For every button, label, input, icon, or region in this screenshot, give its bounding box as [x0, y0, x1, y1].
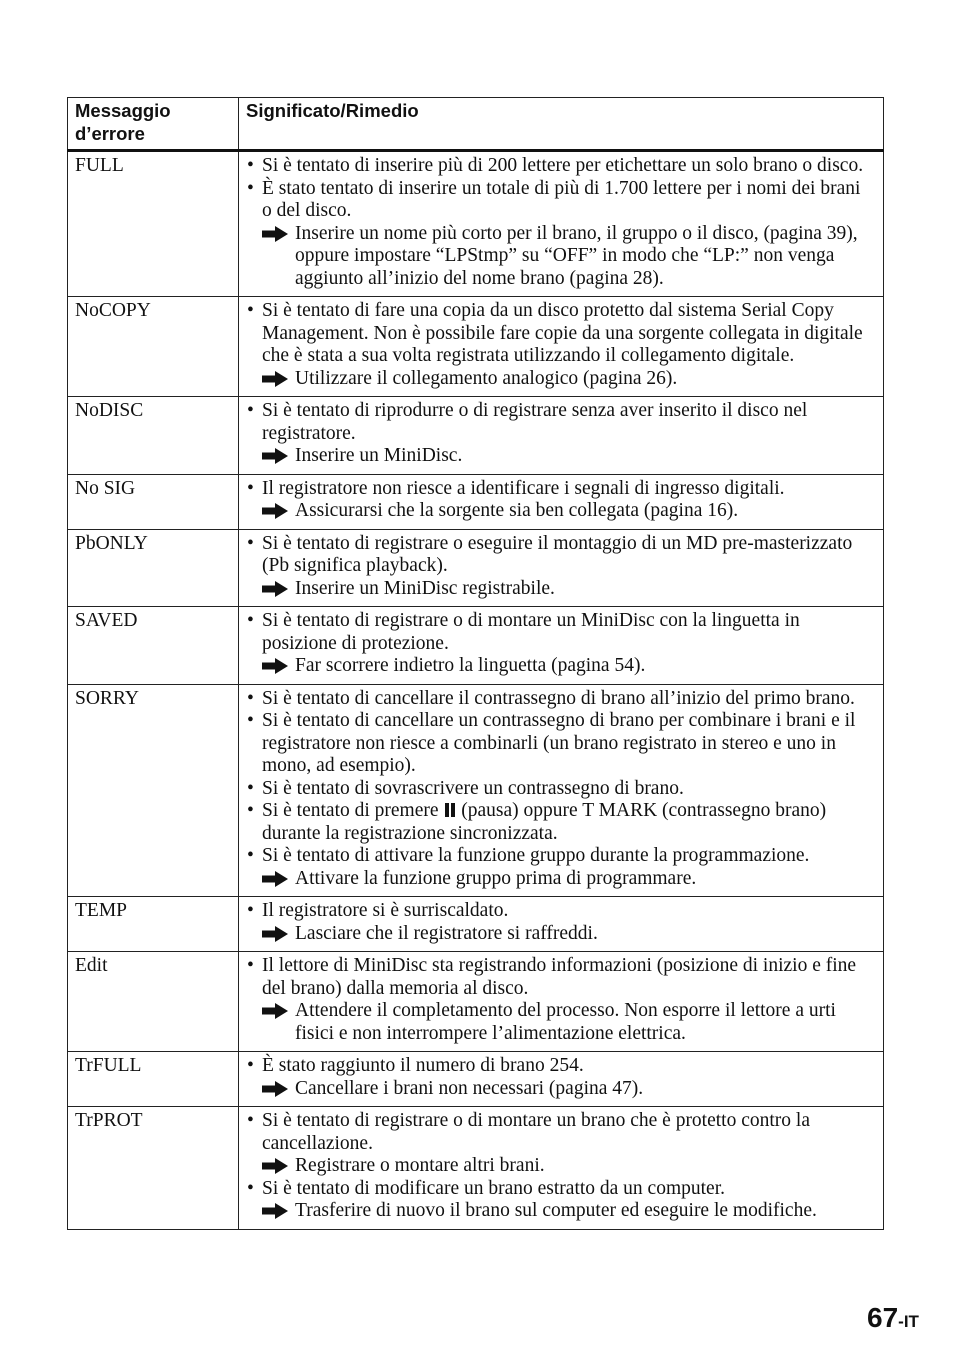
table-header-row	[68, 98, 884, 151]
page-number-value: 67	[867, 1302, 899, 1333]
bullet-glyph: •	[247, 155, 254, 176]
cause-item	[247, 800, 873, 845]
bullet-glyph: •	[247, 800, 254, 821]
error-code: SORRY	[68, 684, 239, 897]
cause-item	[247, 300, 873, 368]
bullet-glyph: •	[247, 955, 254, 976]
error-description	[239, 474, 884, 529]
error-messages-table	[67, 97, 884, 1230]
header-error-message: Messaggio d’errore	[68, 98, 239, 151]
remedy-item	[247, 923, 873, 946]
cause-item	[247, 178, 873, 223]
cause-text: Si è tentato di registrare o di montare un MiniDisc con la linguetta in posizione di protezione.	[262, 610, 800, 654]
remedy-text: Far scorrere indietro la linguetta (pagina 54).	[295, 655, 646, 676]
error-description	[239, 684, 884, 897]
cause-item	[247, 955, 873, 1000]
cause-text: Il lettore di MiniDisc sta registrando informazioni (posizione di inizio e fine del brano) dalla memoria al disco.	[262, 955, 857, 999]
bullet-glyph: •	[247, 532, 254, 554]
cause-text: È stato tentato di inserire un totale di più di 1.700 lettere per i nomi dei brani o del disco.	[262, 177, 861, 221]
error-description	[239, 952, 884, 1052]
cause-text: Il registratore si è surriscaldato.	[262, 900, 509, 921]
error-code: TrPROT	[68, 1107, 239, 1230]
table-row	[68, 952, 884, 1052]
error-code: TEMP	[68, 897, 239, 952]
remedy-text: Inserire un MiniDisc.	[295, 445, 463, 466]
right-arrow-icon	[262, 1078, 295, 1100]
remedy-text: Inserire un nome più corto per il brano, il gruppo o il disco, (pagina 39), oppure impostare “LPStmp” su “OFF” in modo che “LP:” non venga aggiunto all’inizio del nome brano (pagina 28).	[295, 222, 858, 289]
cause-item	[247, 688, 873, 711]
table-body	[68, 151, 884, 1230]
error-description	[239, 151, 884, 297]
table-row	[68, 297, 884, 397]
cause-item	[247, 778, 873, 801]
cause-item	[247, 900, 873, 923]
error-code: Edit	[68, 952, 239, 1052]
pause-icon	[443, 803, 456, 817]
table-row	[68, 607, 884, 685]
bullet-glyph: •	[247, 1055, 254, 1076]
right-arrow-icon	[262, 578, 295, 600]
error-code: SAVED	[68, 607, 239, 685]
right-arrow-icon	[262, 223, 295, 245]
right-arrow-icon	[262, 500, 295, 522]
error-description	[239, 897, 884, 952]
table-row	[68, 397, 884, 475]
remedy-text: Registrare o montare altri brani.	[295, 1155, 545, 1176]
remedy-text: Attendere il completamento del processo. Non esporre il lettore a urti fisici e non interrompere l’alimentazione elettrica.	[295, 1000, 836, 1044]
right-arrow-icon	[262, 1155, 295, 1177]
cause-item	[247, 1055, 873, 1078]
remedy-item	[247, 1155, 873, 1178]
cause-item	[247, 610, 873, 655]
cause-item	[247, 1178, 873, 1201]
remedy-text: Inserire un MiniDisc registrabile.	[295, 577, 555, 599]
table-row	[68, 897, 884, 952]
cause-item	[247, 1110, 873, 1155]
cause-text: Si è tentato di registrare o di montare un brano che è protetto contro la cancellazione.	[262, 1110, 810, 1154]
right-arrow-icon	[262, 1200, 295, 1222]
cause-item	[247, 400, 873, 445]
remedy-item	[247, 868, 873, 891]
remedy-text: Lasciare che il registratore si raffreddi.	[295, 922, 598, 944]
page-number-suffix: -IT	[898, 1312, 919, 1331]
table-row	[68, 1107, 884, 1230]
remedy-item	[247, 368, 873, 391]
error-description	[239, 607, 884, 685]
remedy-item	[247, 578, 873, 601]
cause-text-before: Si è tentato di premere	[262, 800, 439, 821]
error-description	[239, 297, 884, 397]
cause-item	[247, 845, 873, 868]
cause-text: Si è tentato di sovrascrivere un contrassegno di brano.	[262, 777, 684, 799]
bullet-glyph: •	[247, 1177, 254, 1199]
right-arrow-icon	[262, 368, 295, 390]
cause-text: Si è tentato di cancellare il contrassegno di brano all’inizio del primo brano.	[262, 687, 855, 709]
cause-text: Il registratore non riesce a identificare i segnali di ingresso digitali.	[262, 477, 785, 499]
cause-item	[247, 155, 873, 178]
table-row	[68, 474, 884, 529]
error-code: No SIG	[68, 474, 239, 529]
remedy-item	[247, 655, 873, 678]
error-description	[239, 1052, 884, 1107]
page-number	[867, 1302, 919, 1334]
remedy-item	[247, 1078, 873, 1101]
bullet-glyph: •	[247, 477, 254, 499]
bullet-glyph: •	[247, 845, 254, 866]
bullet-glyph: •	[247, 400, 254, 421]
cause-item	[247, 710, 873, 778]
right-arrow-icon	[262, 1000, 295, 1022]
right-arrow-icon	[262, 445, 295, 467]
bullet-glyph: •	[247, 777, 254, 799]
cause-text-after: (pausa) oppure T MARK (contrassegno brano) durante la registrazione sincronizzata.	[262, 800, 827, 844]
cause-text: Si è tentato di modificare un brano estratto da un computer.	[262, 1177, 725, 1199]
cause-text: Si è tentato di attivare la funzione gruppo durante la programmazione.	[262, 845, 810, 866]
bullet-glyph: •	[247, 1110, 254, 1131]
table-row	[68, 684, 884, 897]
cause-text	[262, 800, 873, 845]
cause-text: Si è tentato di cancellare un contrassegno di brano per combinare i brani e il registratore non riesce a combinarli (un brano registrato in stereo e uno in mono, ad esempio).	[262, 710, 856, 776]
cause-text: Si è tentato di fare una copia da un disco protetto dal sistema Serial Copy Management. Non è possibile fare copie da una sorgente collegata in digitale che è stata a sua volta registrata utilizzando il collegamento digitale.	[262, 300, 863, 366]
remedy-text: Assicurarsi che la sorgente sia ben collegata (pagina 16).	[295, 500, 739, 521]
bullet-glyph: •	[247, 610, 254, 631]
bullet-glyph: •	[247, 177, 254, 199]
error-description	[239, 1107, 884, 1230]
error-code: TrFULL	[68, 1052, 239, 1107]
bullet-glyph: •	[247, 687, 254, 709]
error-code: NoDISC	[68, 397, 239, 475]
bullet-glyph: •	[247, 900, 254, 921]
table-row	[68, 1052, 884, 1107]
error-code: FULL	[68, 151, 239, 297]
error-description	[239, 529, 884, 607]
remedy-text: Trasferire di nuovo il brano sul computer ed eseguire le modifiche.	[295, 1200, 817, 1221]
remedy-text: Attivare la funzione gruppo prima di programmare.	[295, 867, 697, 889]
remedy-text: Utilizzare il collegamento analogico (pagina 26).	[295, 367, 678, 389]
cause-text: Si è tentato di riprodurre o di registrare senza aver inserito il disco nel registratore.	[262, 400, 808, 444]
remedy-item	[247, 445, 873, 468]
table-row	[68, 529, 884, 607]
cause-text: Si è tentato di registrare o eseguire il montaggio di un MD pre-masterizzato (Pb significa playback).	[262, 532, 853, 576]
table-row	[68, 151, 884, 297]
remedy-item	[247, 1200, 873, 1223]
cause-item	[247, 533, 873, 578]
bullet-glyph: •	[247, 710, 254, 731]
header-meaning-remedy: Significato/Rimedio	[239, 98, 884, 151]
cause-text: È stato raggiunto il numero di brano 254.	[262, 1055, 584, 1076]
remedy-item	[247, 1000, 873, 1045]
error-description	[239, 397, 884, 475]
right-arrow-icon	[262, 923, 295, 945]
bullet-glyph: •	[247, 300, 254, 321]
remedy-text: Cancellare i brani non necessari (pagina 47).	[295, 1077, 644, 1099]
error-code: PbONLY	[68, 529, 239, 607]
remedy-item	[247, 223, 873, 291]
error-code: NoCOPY	[68, 297, 239, 397]
remedy-item	[247, 500, 873, 523]
cause-text: Si è tentato di inserire più di 200 lettere per etichettare un solo brano o disco.	[262, 155, 864, 176]
right-arrow-icon	[262, 655, 295, 677]
cause-item	[247, 478, 873, 501]
right-arrow-icon	[262, 868, 295, 890]
